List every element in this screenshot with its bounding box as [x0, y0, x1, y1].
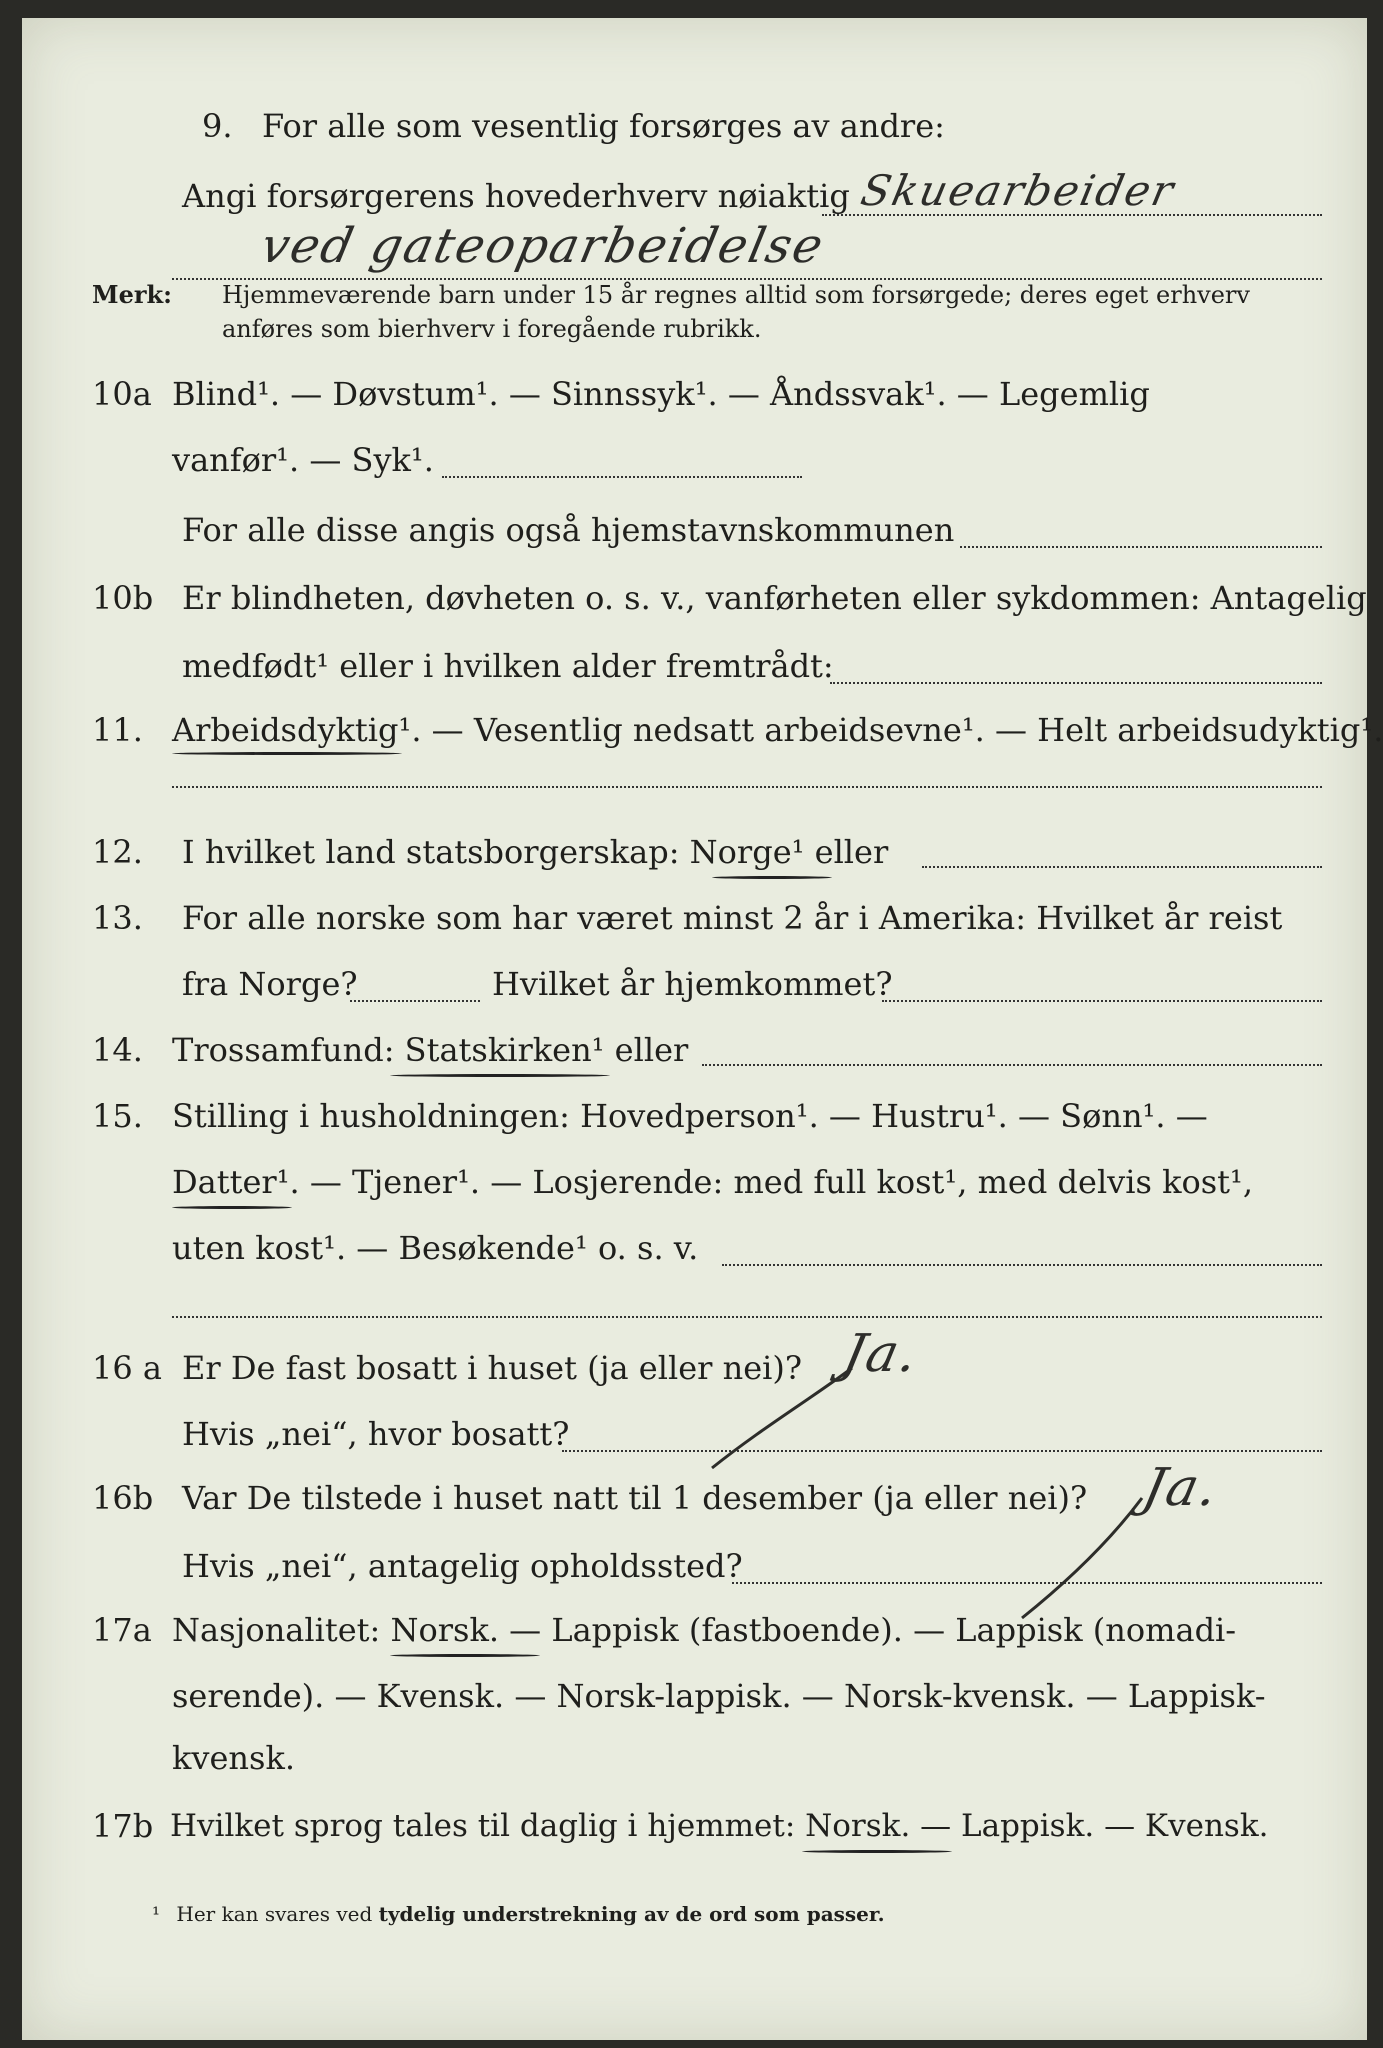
q13-number: 13. — [92, 899, 143, 937]
q10a-number: 10a — [92, 375, 152, 413]
q15-underline-datter — [172, 1206, 292, 1209]
q15-text2: Datter¹. — Tjener¹. — Losjerende: med full kost¹, med delvis kost¹, — [172, 1163, 1254, 1201]
q10a-text2: vanfør¹. — Syk¹. — [172, 441, 434, 479]
q16b-answer-stroke — [992, 1488, 1162, 1628]
merk-line2: anføres som bierhverv i foregående rubrikk. — [222, 315, 762, 343]
q15-answer-line2 — [172, 1314, 1322, 1318]
q17a-text3: kvensk. — [172, 1739, 295, 1777]
q13-text2b: Hvilket år hjemkommet? — [492, 965, 893, 1003]
q10b-number: 10b — [92, 579, 154, 617]
q9-handwritten-answer2: ved gateoparbeidelse — [256, 218, 830, 274]
q17a-text2: serende). — Kvensk. — Norsk-lappisk. — Norsk-kvensk. — Lappisk- — [172, 1677, 1266, 1715]
q12-answer-line — [922, 864, 1322, 868]
q10b-text1: Er blindheten, døvheten o. s. v., vanførheten eller sykdommen: Antagelig — [182, 579, 1367, 617]
q10a-hjemstavn-line — [960, 544, 1322, 548]
q16b-text2: Hvis „nei“, antagelig opholdssted? — [182, 1547, 743, 1585]
q15-answer-line1 — [722, 1262, 1322, 1266]
q16b-number: 16b — [92, 1479, 154, 1517]
q10b-answer-line — [830, 680, 1322, 684]
census-form-page — [22, 18, 1383, 2040]
q17a-underline-norsk — [390, 1654, 540, 1657]
q14-number: 14. — [92, 1031, 143, 1069]
q14-underline-statskirken — [390, 1074, 610, 1077]
footnote — [152, 1902, 885, 1926]
q12-text: I hvilket land statsborgerskap: Norge¹ eller — [182, 833, 889, 871]
footnote-mark: ¹ — [152, 1902, 161, 1926]
merk-label: Merk: — [92, 280, 172, 309]
q10a-syk-line — [442, 474, 802, 478]
q16a-text1: Er De fast bosatt i huset (ja eller nei)? — [182, 1349, 803, 1387]
q9-text: For alle som vesentlig forsørges av andre: — [262, 107, 945, 145]
q11-number: 11. — [92, 711, 143, 749]
q13-hjemkommet-line — [882, 998, 1322, 1002]
q11-underline-arbeidsdyktig — [172, 752, 402, 755]
q12-number: 12. — [92, 833, 143, 871]
footnote-text: Her kan svares ved — [176, 1902, 373, 1926]
q10a-text1: Blind¹. — Døvstum¹. — Sinnssyk¹. — Åndssvak¹. — Legemlig — [172, 375, 1150, 413]
q14-text: Trossamfund: Statskirken¹ eller — [172, 1031, 689, 1069]
q9-number: 9. — [202, 107, 233, 145]
q9-question: Angi forsørgerens hovederhverv nøiaktig — [182, 177, 850, 215]
q15-text1: Stilling i husholdningen: Hovedperson¹. — Hustru¹. — Sønn¹. — — [172, 1097, 1208, 1135]
q16a-answer-stroke — [702, 1358, 882, 1478]
q13-text2a: fra Norge? — [182, 965, 358, 1003]
q16a-number: 16 a — [92, 1349, 162, 1387]
q16a-handwritten-answer: Ja. — [837, 1324, 925, 1384]
footnote-bold-text: tydelig understrekning av de ord som passer. — [378, 1902, 885, 1926]
q16b-text1: Var De tilstede i huset natt til 1 desember (ja eller nei)? — [182, 1479, 1088, 1517]
q17a-number: 17a — [92, 1611, 152, 1649]
q13-text1: For alle norske som har været minst 2 år i Amerika: Hvilket år reist — [182, 899, 1283, 937]
q15-text3: uten kost¹. — Besøkende¹ o. s. v. — [172, 1229, 699, 1267]
q13-reist-line — [350, 998, 480, 1002]
q11-text: Arbeidsdyktig¹. — Vesentlig nedsatt arbeidsevne¹. — Helt arbeidsudyktig¹. — [172, 711, 1383, 749]
q17a-text1: Nasjonalitet: Norsk. — Lappisk (fastboende). — Lappisk (nomadi- — [172, 1611, 1237, 1649]
q17b-number: 17b — [92, 1807, 154, 1845]
q12-underline-norge — [712, 876, 832, 879]
q9-handwritten-answer1: Skuearbeider — [856, 166, 1180, 215]
merk-line1: Hjemmeværende barn under 15 år regnes alltid som forsørgede; deres eget erhverv — [222, 281, 1250, 309]
q10b-text2: medfødt¹ eller i hvilken alder fremtrådt: — [182, 647, 834, 685]
q16a-text2: Hvis „nei“, hvor bosatt? — [182, 1415, 570, 1453]
q16b-handwritten-answer: Ja. — [1137, 1458, 1225, 1518]
q17b-text: Hvilket sprog tales til daglig i hjemmet: Norsk. — Lappisk. — Kvensk. — [170, 1808, 1269, 1844]
q16a-bosatt-line — [562, 1448, 1322, 1452]
q10a-text3: For alle disse angis også hjemstavnskommunen — [182, 511, 955, 549]
q11-answer-line — [172, 784, 1322, 788]
q17b-underline-norsk — [802, 1850, 952, 1853]
q14-answer-line — [702, 1062, 1322, 1066]
q15-number: 15. — [92, 1097, 143, 1135]
